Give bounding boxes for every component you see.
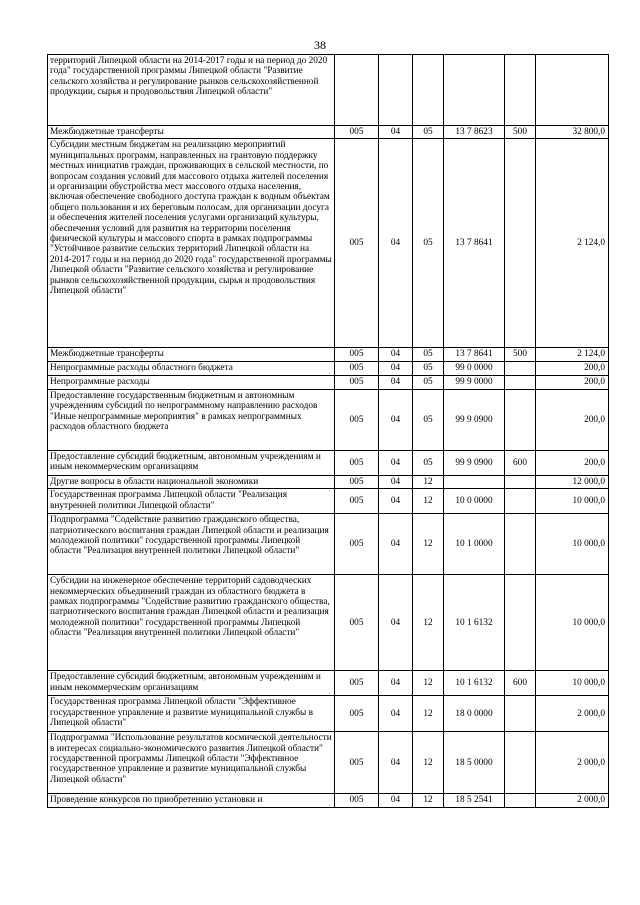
row-description: Межбюджетные трансферты [48, 126, 335, 139]
ministry-code: 005 [335, 732, 379, 794]
section-code: 04 [379, 575, 413, 671]
expense-type-code [505, 794, 536, 807]
ministry-code: 005 [335, 514, 379, 575]
row-description: Непрограммные расходы [48, 375, 335, 389]
expense-type-code: 600 [505, 450, 536, 475]
amount: 10 000,0 [536, 514, 609, 575]
subsection-code: 05 [413, 126, 444, 139]
target-article-code: 13 7 8641 [444, 348, 505, 361]
subsection-code: 05 [413, 375, 444, 389]
section-code: 04 [379, 139, 413, 348]
expense-type-code [505, 489, 536, 514]
row-description: территорий Липецкой области на 2014-2017 годы и на период до 2020 года" государственной программы Липецкой области "Развитие сельского хозяйства и регулирование рынков сельскохозяйственной продукции, сырья и продовольствия Липецкой области" [48, 55, 335, 126]
target-article-code: 18 0 0000 [444, 696, 505, 732]
section-code: 04 [379, 514, 413, 575]
amount: 2 000,0 [536, 732, 609, 794]
target-article-code: 10 0 0000 [444, 489, 505, 514]
subsection-code: 05 [413, 139, 444, 348]
expense-type-code [505, 361, 536, 375]
expense-type-code: 600 [505, 671, 536, 696]
ministry-code: 005 [335, 696, 379, 732]
subsection-code: 05 [413, 348, 444, 361]
expense-type-code: 500 [505, 126, 536, 139]
section-code: 04 [379, 794, 413, 807]
target-article-code: 99 9 0900 [444, 389, 505, 450]
ministry-code: 005 [335, 671, 379, 696]
subsection-code: 12 [413, 671, 444, 696]
row-description: Государственная программа Липецкой области "Эффективное государственное управление и развитие муниципальной службы в Липецкой области" [48, 696, 335, 732]
amount: 10 000,0 [536, 489, 609, 514]
table-row [48, 671, 609, 696]
amount: 10 000,0 [536, 575, 609, 671]
ministry-code: 005 [335, 375, 379, 389]
ministry-code: 005 [335, 139, 379, 348]
subsection-code: 05 [413, 450, 444, 475]
row-description: Межбюджетные трансферты [48, 348, 335, 361]
target-article-code: 10 1 6132 [444, 671, 505, 696]
amount: 200,0 [536, 389, 609, 450]
section-code: 04 [379, 450, 413, 475]
table-row [48, 489, 609, 514]
subsection-code: 12 [413, 475, 444, 488]
subsection-code: 05 [413, 389, 444, 450]
section-code: 04 [379, 732, 413, 794]
section-code: 04 [379, 475, 413, 488]
table-row [48, 514, 609, 575]
row-description: Субсидии на инженерное обеспечение территорий садоводческих некоммерческих объединений граждан из областного бюджета в рамках подпрограммы "Содействие развитию гражданского общества, патриотического воспитания граждан Липецкой области и реализация молодежной политики" государственной программы Липецкой области "Реализация внутренней политики Липецкой области" [48, 575, 335, 671]
amount: 200,0 [536, 375, 609, 389]
section-code: 04 [379, 126, 413, 139]
target-article-code: 99 9 0000 [444, 375, 505, 389]
amount: 32 800,0 [536, 126, 609, 139]
amount: 12 000,0 [536, 475, 609, 488]
row-description: Государственная программа Липецкой области "Реализация внутренней политики Липецкой области" [48, 489, 335, 514]
subsection-code: 12 [413, 575, 444, 671]
target-article-code: 10 1 6132 [444, 575, 505, 671]
ministry-code [335, 55, 379, 126]
expense-type-code [505, 375, 536, 389]
row-description: Непрограммные расходы областного бюджета [48, 361, 335, 375]
table-row [48, 361, 609, 375]
ministry-code: 005 [335, 794, 379, 807]
section-code: 04 [379, 389, 413, 450]
section-code: 04 [379, 696, 413, 732]
row-description: Подпрограмма "Содействие развитию гражданского общества, патриотического воспитания граждан Липецкой области и реализация молодежной политики" государственной программы Липецкой области "Реализация внутренней политики Липецкой области" [48, 514, 335, 575]
table-row [48, 389, 609, 450]
amount: 2 000,0 [536, 696, 609, 732]
section-code [379, 55, 413, 126]
row-description: Проведение конкурсов по приобретению установки и [48, 794, 335, 807]
expense-type-code [505, 696, 536, 732]
section-code: 04 [379, 375, 413, 389]
amount: 2 124,0 [536, 139, 609, 348]
expense-type-code [505, 389, 536, 450]
subsection-code: 12 [413, 489, 444, 514]
table-row [48, 696, 609, 732]
ministry-code: 005 [335, 475, 379, 488]
subsection-code: 05 [413, 361, 444, 375]
table-row [48, 139, 609, 348]
target-article-code: 13 7 8641 [444, 139, 505, 348]
ministry-code: 005 [335, 489, 379, 514]
budget-table [47, 54, 609, 808]
section-code: 04 [379, 348, 413, 361]
table-row [48, 575, 609, 671]
table-row [48, 126, 609, 139]
target-article-code [444, 55, 505, 126]
target-article-code: 13 7 8623 [444, 126, 505, 139]
table-row [48, 732, 609, 794]
target-article-code [444, 475, 505, 488]
row-description: Подпрограмма "Использование результатов космической деятельности в интересах социально-экономического развития Липецкой области" государственной программы Липецкой области "Эффективное государственное управление и развитие муниципальной службы Липецкой области" [48, 732, 335, 794]
amount [536, 55, 609, 126]
section-code: 04 [379, 489, 413, 514]
target-article-code: 99 9 0900 [444, 450, 505, 475]
subsection-code: 12 [413, 696, 444, 732]
amount: 200,0 [536, 361, 609, 375]
expense-type-code [505, 55, 536, 126]
subsection-code [413, 55, 444, 126]
section-code: 04 [379, 671, 413, 696]
table-row [48, 475, 609, 488]
ministry-code: 005 [335, 348, 379, 361]
row-description: Предоставление государственным бюджетным и автономным учреждениям субсидий по непрограммному направлению расходов "Иные непрограммные мероприятия" в рамках непрограммных расходов областного бюджета [48, 389, 335, 450]
ministry-code: 005 [335, 450, 379, 475]
expense-type-code: 500 [505, 348, 536, 361]
target-article-code: 18 5 2541 [444, 794, 505, 807]
table-row [48, 348, 609, 361]
subsection-code: 12 [413, 732, 444, 794]
expense-type-code [505, 732, 536, 794]
amount: 10 000,0 [536, 671, 609, 696]
page-number: 38 [314, 38, 326, 52]
target-article-code: 18 5 0000 [444, 732, 505, 794]
ministry-code: 005 [335, 126, 379, 139]
row-description: Предоставление субсидий бюджетным, автономным учреждениям и иным некоммерческим организациям [48, 450, 335, 475]
subsection-code: 12 [413, 514, 444, 575]
target-article-code: 99 0 0000 [444, 361, 505, 375]
table-row [48, 794, 609, 807]
table-row [48, 375, 609, 389]
amount: 2 124,0 [536, 348, 609, 361]
target-article-code: 10 1 0000 [444, 514, 505, 575]
row-description: Другие вопросы в области национальной экономики [48, 475, 335, 488]
row-description: Субсидии местным бюджетам на реализацию мероприятий муниципальных программ, направленных на грантовую поддержку местных инициатив граждан, проживающих в сельской местности, по вопросам создания условий для массового отдыха жителей поселения и организации обустройства мест массового отдыха населения, включая обеспечение свободного доступа граждан к водным объектам общего пользования и их береговым полосам, для организации досуга и обеспечения жителей поселения услугами организаций культуры, обеспечения условий для развития на территории поселения физической культуры и массового спорта в рамках подпрограммы "Устойчивое развитие сельских территорий Липецкой области на 2014-2017 годы и на период до 2020 года" государственной программы Липецкой области "Развитие сельского хозяйства и регулирование рынков сельскохозяйственной продукции, сырья и продовольствия Липецкой области" [48, 139, 335, 348]
ministry-code: 005 [335, 389, 379, 450]
ministry-code: 005 [335, 575, 379, 671]
section-code: 04 [379, 361, 413, 375]
expense-type-code [505, 475, 536, 488]
amount: 2 000,0 [536, 794, 609, 807]
expense-type-code [505, 514, 536, 575]
subsection-code: 12 [413, 794, 444, 807]
table-row [48, 450, 609, 475]
amount: 200,0 [536, 450, 609, 475]
table-row [48, 55, 609, 126]
ministry-code: 005 [335, 361, 379, 375]
row-description: Предоставление субсидий бюджетным, автономным учреждениям и иным некоммерческим организациям [48, 671, 335, 696]
expense-type-code [505, 139, 536, 348]
expense-type-code [505, 575, 536, 671]
